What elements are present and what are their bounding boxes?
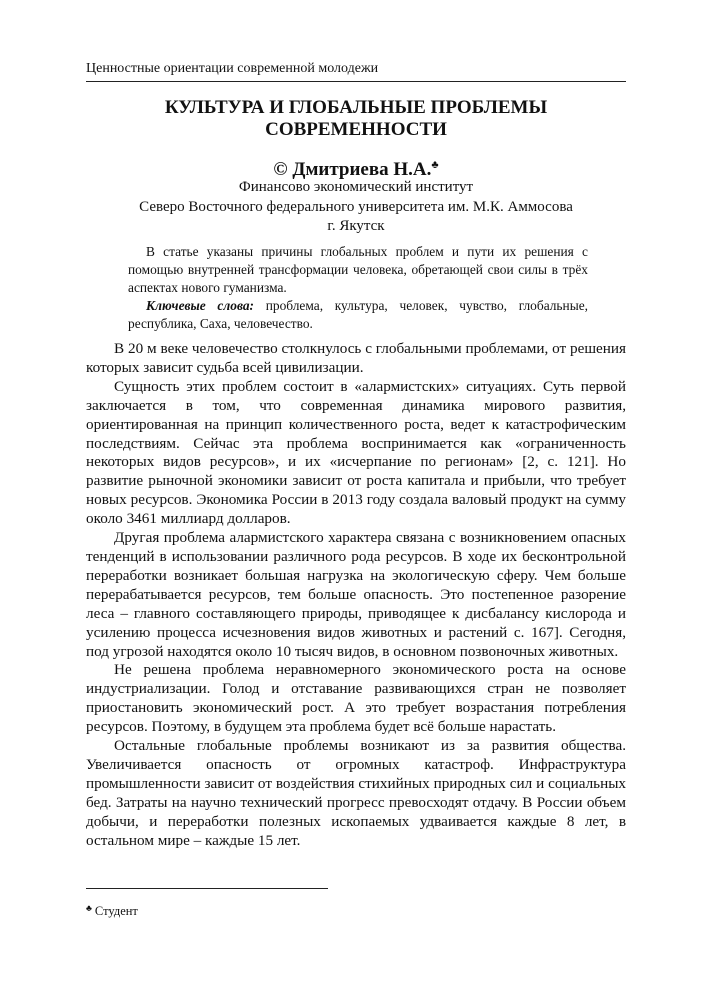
title-line-1: КУЛЬТУРА И ГЛОБАЛЬНЫЕ ПРОБЛЕМЫ — [164, 97, 548, 118]
affiliation-line-2: Северо Восточного федерального университета им. М.К. Аммосова — [139, 199, 573, 215]
body-text — [86, 340, 626, 850]
footnote-text: Студент — [94, 904, 138, 918]
paper-title — [86, 97, 626, 141]
paragraph: В 20 м веке человечество столкнулось с глобальными проблемами, от решения которых зависит судьба всей цивилизации. — [86, 340, 626, 376]
affiliation-line-1: Финансово экономический институт — [238, 179, 474, 195]
footnote — [86, 900, 486, 919]
paragraph: Не решена проблема неравномерного экономического роста на основе индустриализации. Голод и отставание развивающихся стран не позволяет приостановить экономический рост. А это требует возрастания потребления ресурсов. Поэтому, в будущем эта проблема будет всё больше нарастать. — [86, 661, 626, 736]
affiliation-line-3: г. Якутск — [327, 218, 385, 234]
author-footnote-mark: ♣ — [431, 159, 439, 171]
keywords — [128, 297, 588, 333]
paragraph: Остальные глобальные проблемы возникают из за развития общества. Увеличивается опасность от огромных катастроф. Инфраструктура промышленности зависит от воздействия стихийных природных сил и социальных бед. Затраты на научно технический прогресс превосходят отдачу. В России объем добычи, и переработки полезных ископаемых удваивается каждые 8 лет, в остальном мире – каждые 15 лет. — [86, 737, 626, 849]
keywords-list: проблема, культура, человек, чувство, глобальные, республика, Саха, человечество. — [128, 298, 588, 331]
abstract — [128, 243, 588, 333]
footnote-mark: ♣ — [86, 903, 92, 913]
author-name: © Дмитриева Н.А. — [273, 159, 432, 180]
paragraph: Сущность этих проблем состоит в «алармистских» ситуациях. Суть первой заключается в том, что современная динамика мирового развития, ориентированная на принцип количественного роста, ведет к катастрофическим последствиям. Сейчас эта проблема воспринимается как «ограниченность некоторых видов ресурсов», и их «исчерпание по регионам» [2, с. 121]. Но развитие рыночной экономики зависит от роста капитала и прибыли, что требует новых ресурсов. Экономика России в 2013 году создала валовый продукт на сумму около 3461 миллиард долларов. — [86, 377, 626, 528]
keywords-label: Ключевые слова: — [146, 298, 254, 313]
abstract-text: В статье указаны причины глобальных проблем и пути их решения с помощью внутренней трансформации человека, обретающей свои силы в трёх аспектах нового гуманизма. — [128, 244, 588, 295]
title-line-2: СОВРЕМЕННОСТИ — [265, 119, 447, 140]
paragraph: Другая проблема алармистского характера связана с возникновением опасных тенденций в использовании различного рода ресурсов. В ходе их бесконтрольной переработки возникает большая нагрузка на экологическую сферу. Чем больше перерабатывается ресурсов, тем больше опасность. Это постепенное разорение леса – главного составляющего природы, приводящее к дисбалансу кислорода и усилению процесса исчезновения видов животных и растений с. 167]. Сегодня, под угрозой находятся около 10 тысяч видов, в основном позвоночных животных. — [86, 529, 626, 660]
running-header: Ценностные ориентации современной молодежи — [86, 60, 626, 82]
author-line — [86, 154, 626, 181]
footnote-divider — [86, 888, 328, 889]
